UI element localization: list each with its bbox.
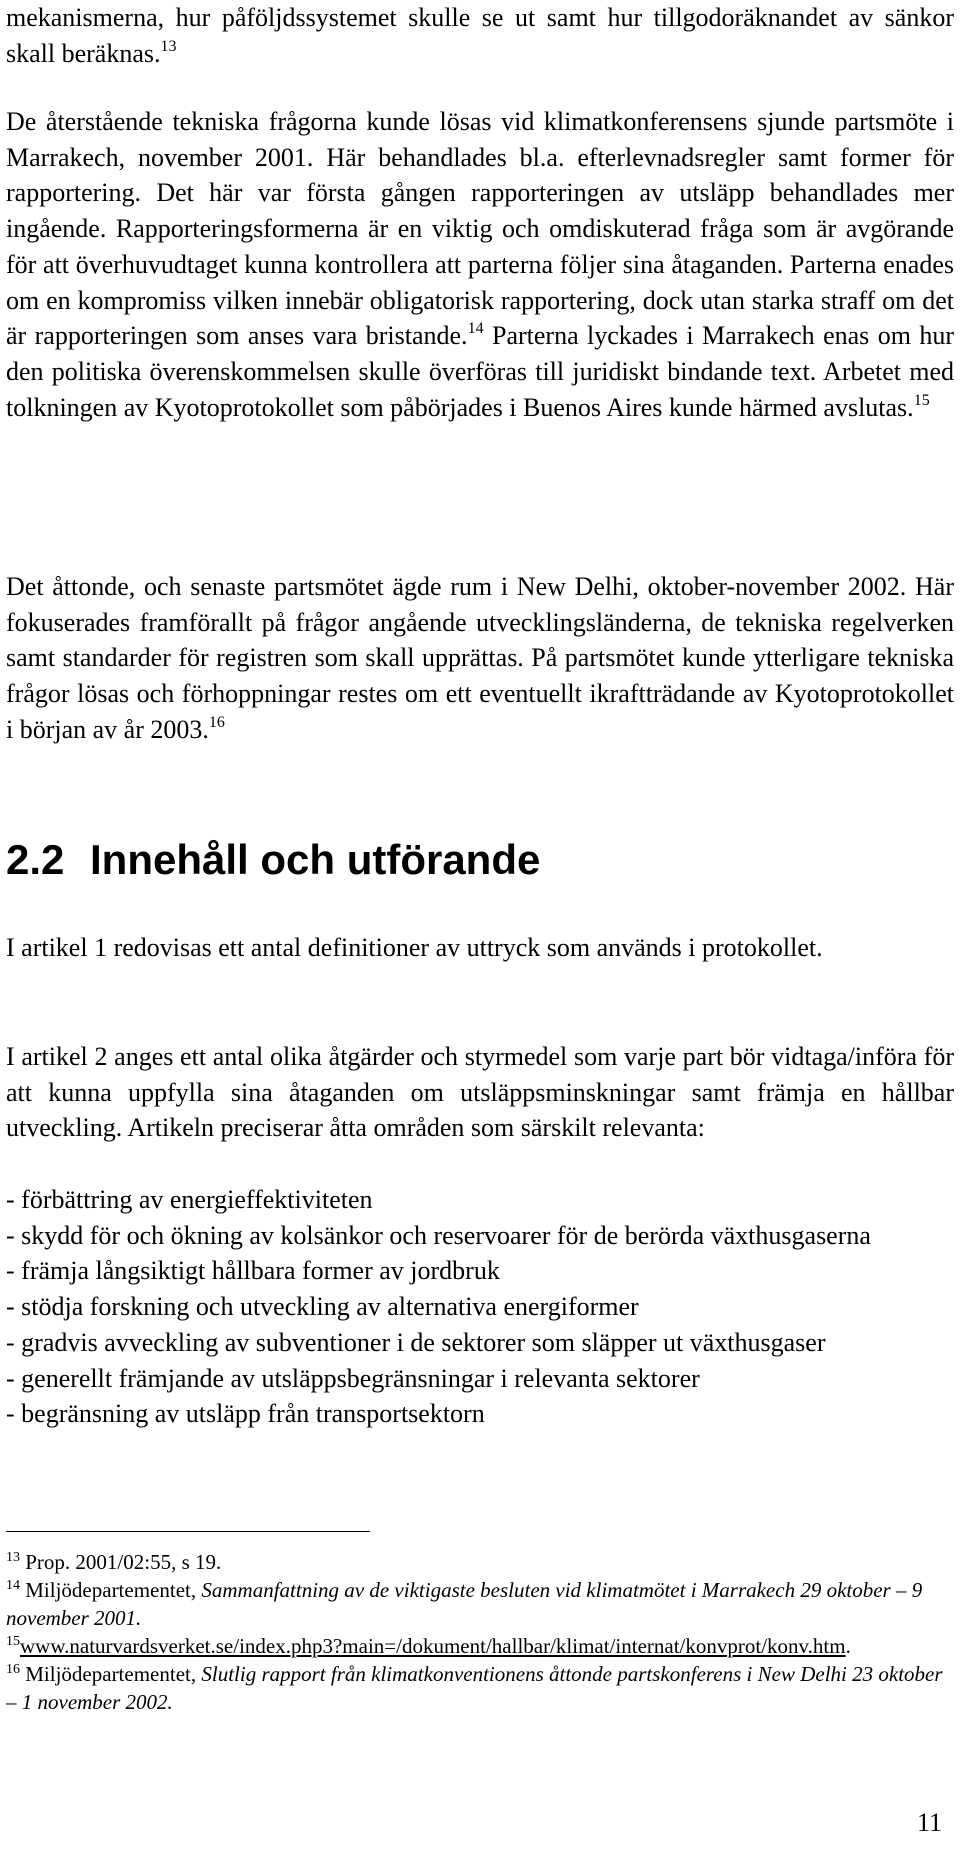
footnote-number: 13: [6, 1550, 20, 1565]
footnote-italic-title: Slutlig rapport från klimatkonventionens åttonde partskonferens i New Delhi 23 oktober – 1 november 2002.: [6, 1662, 943, 1714]
paragraph-1: [6, 0, 954, 71]
paragraph-2: [6, 104, 954, 425]
paragraph-3-text: Det åttonde, och senaste partsmötet ägde rum i New Delhi, oktober-november 2002. Här fokuserades framförallt på frågor angående utvecklingsländerna, de tekniska regelverken samt standarder för registren som skall upprättas. På partsmötet kunde ytterligare tekniska frågor lösas och förhoppningar restes om ett eventuellt ikraftträdande av Kyotoprotokollet i början av år 2003.: [6, 572, 954, 744]
footnote-separator: [6, 1531, 370, 1532]
footnote-ref-14[interactable]: 14: [467, 320, 484, 338]
areas-list: [6, 1182, 954, 1432]
paragraph-4-text: I artikel 1 redovisas ett antal definitioner av uttryck som används i protokollet.: [6, 933, 823, 962]
footnote-ref-16[interactable]: 16: [208, 713, 225, 731]
section-heading: [6, 836, 954, 884]
list-item: - stödja forskning och utveckling av alternativa energiformer: [6, 1292, 639, 1322]
paragraph-2-text-b: Parterna lyckades i Marrakech enas om hur den politiska överenskommelsen skulle överföras till juridiskt bindande text. Arbetet med tolkningen av Kyotoprotokollet som påbörjades i Buenos Aires kunde härmed avslutas.: [6, 321, 954, 422]
footnote-italic-title: Sammanfattning av de viktigaste besluten vid klimatmötet i Marrakech 29 oktober – 9 november 2001.: [6, 1578, 923, 1630]
page-number: 11: [916, 1808, 942, 1837]
paragraph-1-text: mekanismerna, hur påföljdssystemet skulle se ut samt hur tillgodoräknandet av sänkor skall beräknas.: [6, 3, 954, 68]
footnote-text: .: [845, 1634, 851, 1658]
list-item: - generellt främjande av utsläppsbegränsningar i relevanta sektorer: [6, 1363, 700, 1393]
footnote-number: 14: [6, 1578, 20, 1593]
footnote-ref-15[interactable]: 15: [913, 391, 930, 409]
paragraph-5: [6, 1039, 954, 1146]
footnote-13: [6, 1548, 954, 1576]
list-item: - förbättring av energieffektiviteten: [6, 1185, 373, 1214]
paragraph-2-text-a: De återstående tekniska frågorna kunde lösas vid klimatkonferensens sjunde partsmöte i Marrakech, november 2001. Här behandlades bl.a. efterlevnadsregler samt former för rapportering. Det här var första gången rapporteringen av utsläpp behandlades mer ingående. Rapporteringsformerna är en viktig och omdiskuterad fråga som är avgörande för att överhuvudtaget kunna kontrollera att parterna följer sina åtaganden. Parterna enades om en kompromiss vilken innebär obligatorisk rapportering, dock utan starka straff om det är rapporteringen som anses vara bristande.: [6, 107, 954, 351]
footnotes: [6, 1548, 954, 1716]
footnote-ref-13[interactable]: 13: [160, 37, 177, 55]
paragraph-5-text: I artikel 2 anges ett antal olika åtgärder och styrmedel som varje part bör vidtaga/införa för att kunna uppfylla sina åtaganden om utsläppsminskningar samt främja en hållbar utveckling. Artikeln preciserar åtta områden som särskilt relevanta:: [6, 1042, 954, 1143]
paragraph-4: [6, 930, 954, 966]
footnote-14: [6, 1576, 954, 1632]
footnote-number: 15: [6, 1634, 20, 1649]
list-item: - främja långsiktigt hållbara former av jordbruk: [6, 1256, 500, 1286]
paragraph-3: [6, 569, 954, 748]
list-item: - skydd för och ökning av kolsänkor och reservoarer för de berörda växthusgaserna: [6, 1220, 871, 1250]
footnote-16: [6, 1660, 954, 1716]
section-title: Innehåll och utförande: [90, 836, 541, 883]
section-number: 2.2: [6, 836, 65, 883]
footnote-text: Miljödepartementet,: [20, 1662, 202, 1686]
footnote-text: Miljödepartementet,: [20, 1578, 202, 1602]
list-item: - gradvis avveckling av subventioner i de sektorer som släpper ut växthusgaser: [6, 1327, 826, 1357]
footnote-15: [6, 1632, 954, 1660]
footnote-number: 16: [6, 1662, 20, 1677]
footnote-text: Prop. 2001/02:55, s 19.: [20, 1550, 222, 1574]
footnote-link[interactable]: www.naturvardsverket.se/index.php3?main=/dokument/hallbar/klimat/internat/konvprot/konv.htm: [20, 1634, 846, 1658]
list-item: - begränsning av utsläpp från transportsektorn: [6, 1399, 485, 1429]
